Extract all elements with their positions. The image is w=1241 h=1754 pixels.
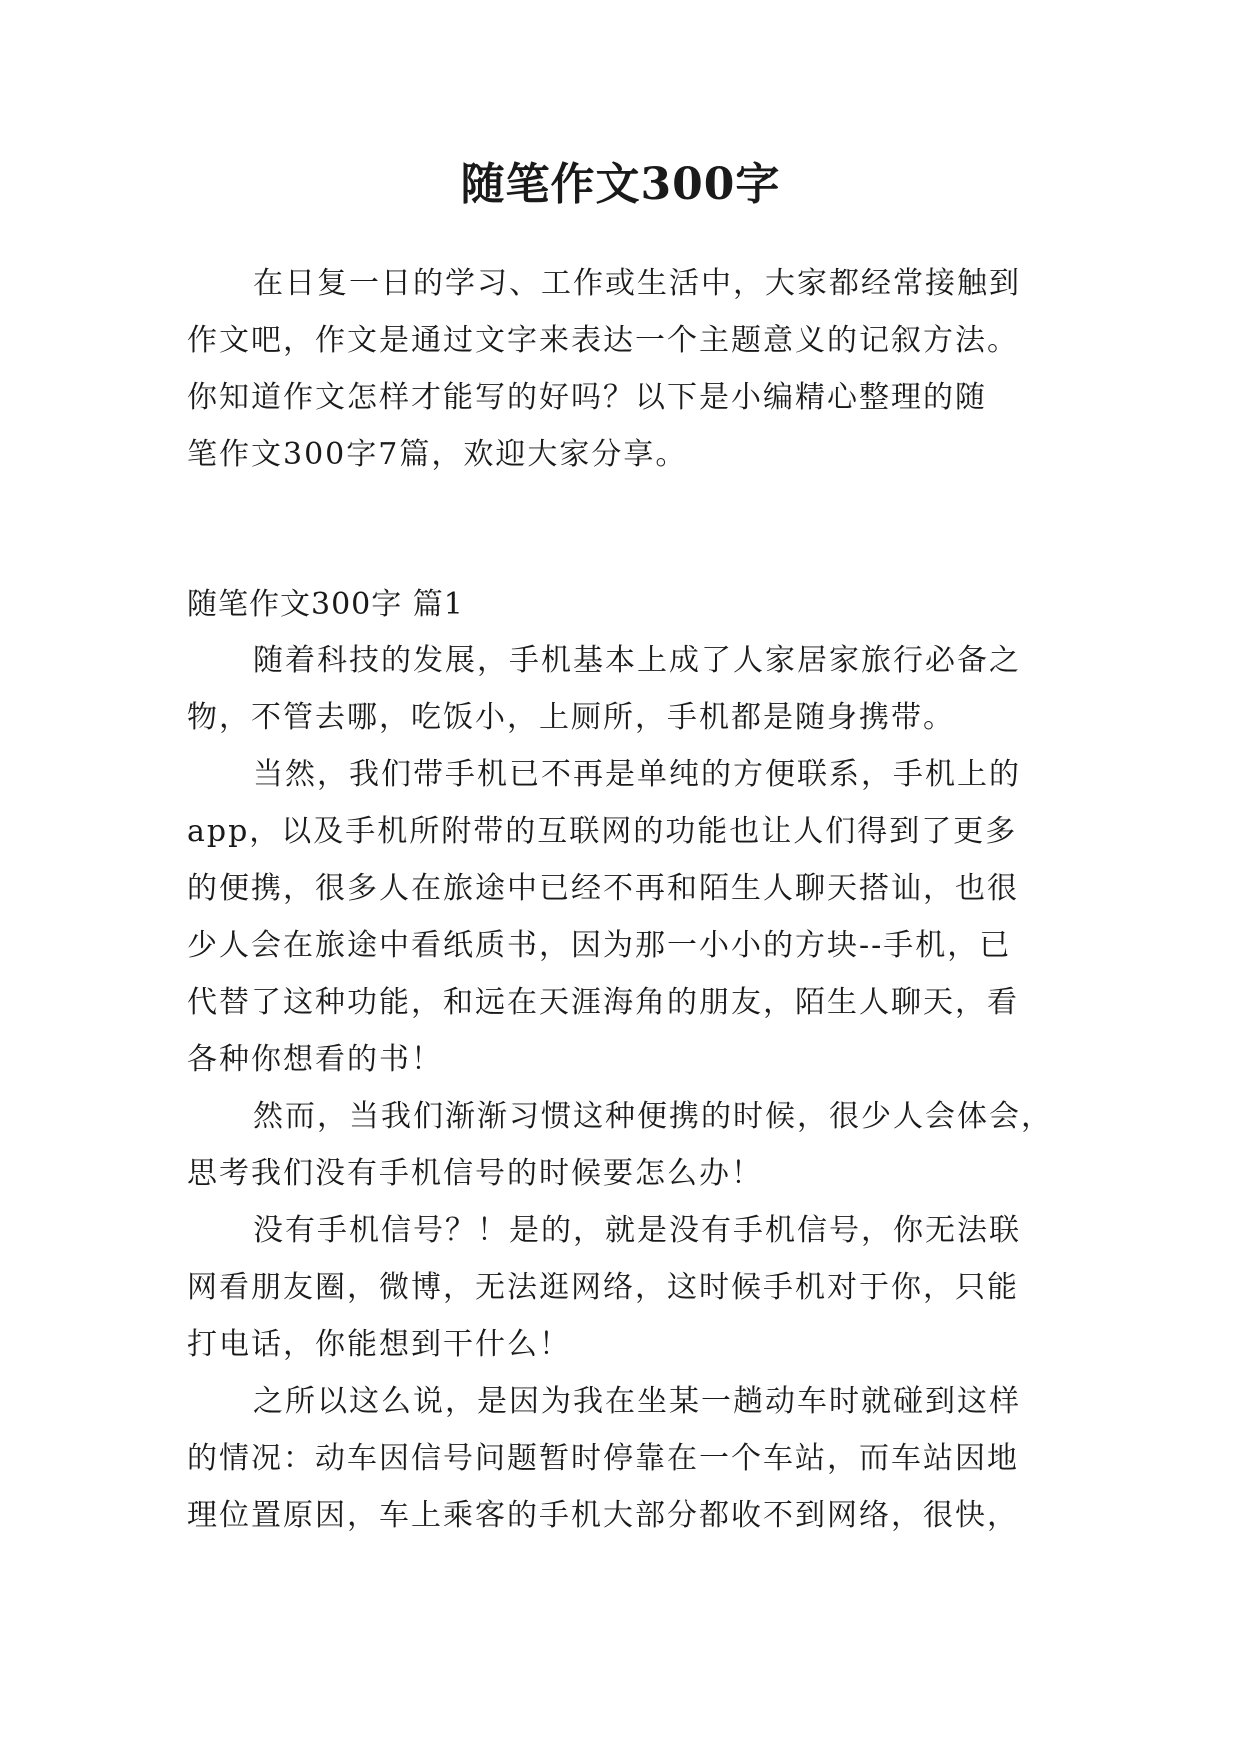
body-line: 各种你想看的书！ xyxy=(187,1042,443,1077)
body-line: 物，不管去哪，吃饭小，上厕所，手机都是随身携带。 xyxy=(187,700,955,735)
body-line: 少人会在旅途中看纸质书，因为那一小小的方块--手机，已 xyxy=(187,928,1012,963)
intro-line: 在日复一日的学习、工作或生活中，大家都经常接触到 xyxy=(253,266,1021,301)
intro-line: 笔作文300字7篇，欢迎大家分享。 xyxy=(187,437,688,472)
body-line: app，以及手机所附带的互联网的功能也让人们得到了更多 xyxy=(187,814,1018,849)
intro-line: 你知道作文怎样才能写的好吗？以下是小编精心整理的随 xyxy=(187,380,987,415)
body-line: 当然，我们带手机已不再是单纯的方便联系，手机上的 xyxy=(253,757,1021,792)
body-line: 然而，当我们渐渐习惯这种便携的时候，很少人会体会， xyxy=(253,1099,1053,1134)
body-line: 随着科技的发展，手机基本上成了人家居家旅行必备之 xyxy=(253,643,1021,678)
body-line: 的便携，很多人在旅途中已经不再和陌生人聊天搭讪，也很 xyxy=(187,871,1019,906)
page-title: 随笔作文300字 xyxy=(460,159,781,210)
body-line: 理位置原因，车上乘客的手机大部分都收不到网络，很快， xyxy=(187,1498,1019,1533)
body-line: 的情况：动车因信号问题暂时停靠在一个车站，而车站因地 xyxy=(187,1441,1019,1476)
section-heading: 随笔作文300字 篇1 xyxy=(187,587,464,622)
body-line: 之所以这么说，是因为我在坐某一趟动车时就碰到这样 xyxy=(253,1384,1021,1419)
body-line: 代替了这种功能，和远在天涯海角的朋友，陌生人聊天，看 xyxy=(187,985,1019,1020)
intro-line: 作文吧，作文是通过文字来表达一个主题意义的记叙方法。 xyxy=(187,323,1019,358)
body-line: 网看朋友圈，微博，无法逛网络，这时候手机对于你，只能 xyxy=(187,1270,1019,1305)
body-line: 没有手机信号？！是的，就是没有手机信号，你无法联 xyxy=(253,1213,1021,1248)
body-line: 思考我们没有手机信号的时候要怎么办！ xyxy=(187,1156,763,1191)
body-line: 打电话，你能想到干什么！ xyxy=(187,1327,571,1362)
